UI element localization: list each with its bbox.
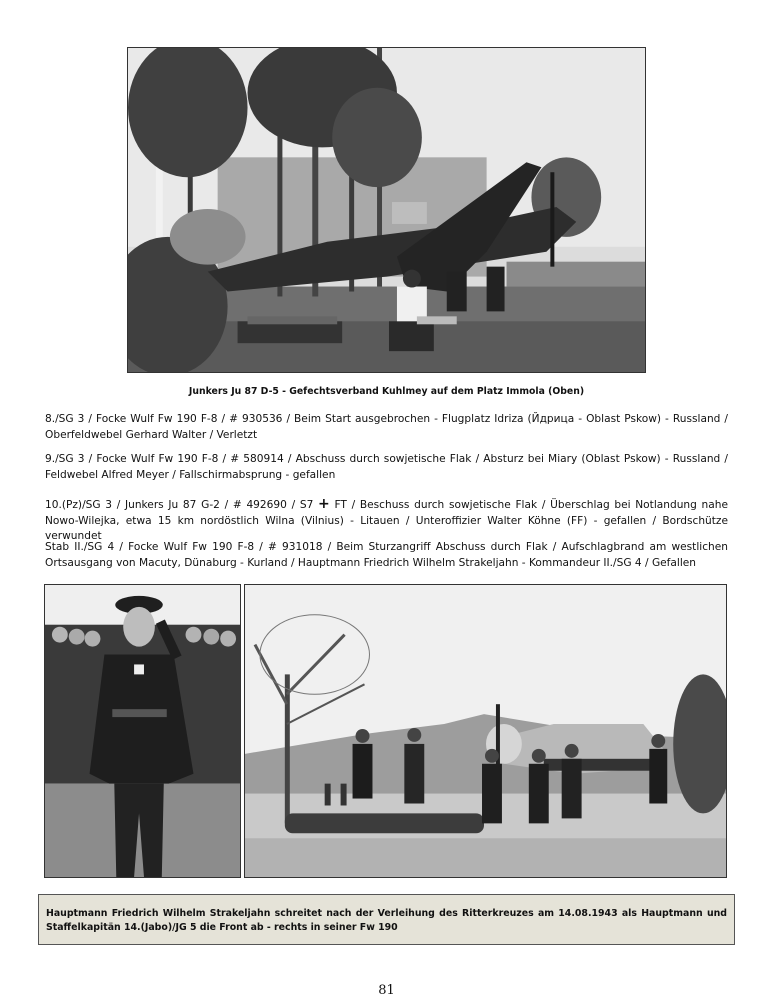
page-number: 81: [378, 983, 395, 998]
photo-caption-bottom: Hauptmann Friedrich Wilhelm Strakeljahn schreitet nach der Verleihung des Ritterkreuzes am 14.08.1943 als Hauptmann und Staffelkapitän 14.(Jabo)/JG 5 die Front ab - rechts in seiner Fw 190: [38, 894, 735, 945]
loss-entry: 8./SG 3 / Focke Wulf Fw 190 F-8 / # 930536 / Beim Start ausgebrochen - Flugplatz Idriza (Йдрица - Oblast Pskow) - Russland / Oberfeldwebel Gerhard Walter / Verletzt: [45, 413, 728, 441]
photo-caption-top: Junkers Ju 87 D-5 - Gefechtsverband Kuhlmey auf dem Platz Immola (Oben): [188, 386, 585, 397]
photo-ju87-forest-airfield: [127, 47, 646, 373]
photo-officer-graphic: [45, 585, 240, 877]
entry-text-before-marker: 10.(Pz)/SG 3 / Junkers Ju 87 G-2 / # 492690 / S7: [45, 499, 314, 511]
photo-officer-saluting: [44, 584, 241, 878]
photo-ju87-graphic: [128, 48, 645, 372]
photo-fw190-men-field: [244, 584, 727, 878]
cross-marker: +: [318, 496, 330, 512]
entry-text-after-marker: FT / Beschuss durch sowjetische Flak / Überschlag bei Notlandung nahe Nowo-Wilejka, etwa 15 km nordöstlich Wilna (Vilnius) - Litauen / Unteroffizier Walter Köhne (FF) - gefallen / Bordschütze verwundet: [45, 499, 728, 542]
loss-entry: Stab II./SG 4 / Focke Wulf Fw 190 F-8 / # 931018 / Beim Sturzangriff Abschuss durch Flak / Aufschlagbrand am westlichen Ortsausgang von Macuty, Dünaburg - Kurland / Hauptmann Friedrich Wilhelm Strakeljahn - Kommandeur II./SG 4 / Gefallen: [45, 541, 728, 569]
photo-fw190-graphic: [245, 585, 726, 877]
loss-entry: 9./SG 3 / Focke Wulf Fw 190 F-8 / # 580914 / Abschuss durch sowjetische Flak / Absturz bei Miary (Oblast Pskow) - Russland / Feldwebel Alfred Meyer / Fallschirmabsprung - gefallen: [45, 453, 728, 481]
loss-entry: [45, 497, 728, 545]
